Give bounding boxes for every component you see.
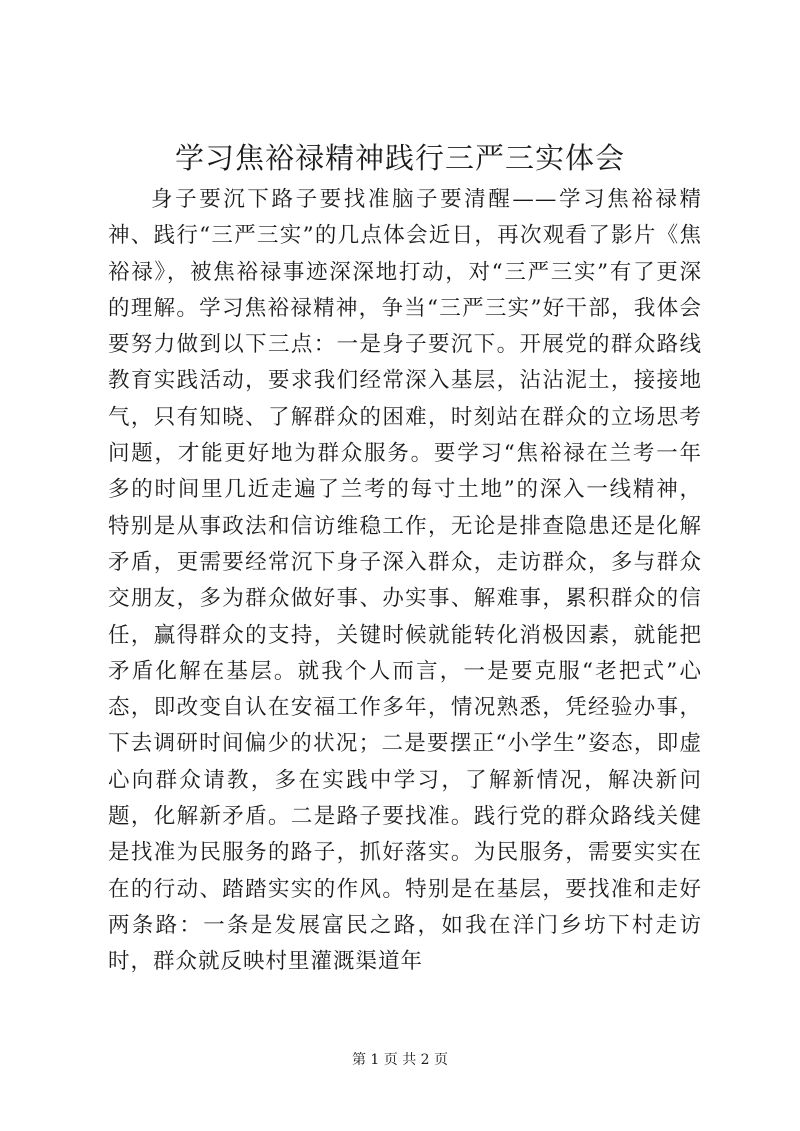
- document-body-paragraph: 身子要沉下路子要找准脑子要清醒——学习焦裕禄精神、践行“三严三实”的几点体会近日，再次观看了影片《焦裕禄》，被焦裕禄事迹深深地打动，对“三严三实”有了更深的理解。学习焦裕禄精神，争当“三严三实”好干部，我体会要努力做到以下三点：一是身子要沉下。开展党的群众路线教育实践活动，要求我们经常深入基层，沾沾泥土，接接地气，只有知晓、了解群众的困难，时刻站在群众的立场思考问题，才能更好地为群众服务。要学习“焦裕禄在兰考一年多的时间里几近走遍了兰考的每寸土地”的深入一线精神，特别是从事政法和信访维稳工作，无论是排查隐患还是化解矛盾，更需要经常沉下身子深入群众，走访群众，多与群众交朋友，多为群众做好事、办实事、解难事，累积群众的信任，赢得群众的支持，关键时候就能转化消极因素，就能把矛盾化解在基层。就我个人而言，一是要克服“老把式”心态，即改变自认在安福工作多年，情况熟悉，凭经验办事，下去调研时间偏少的状况；二是要摆正“小学生”姿态，即虚心向群众请教，多在实践中学习，了解新情况，解决新问题，化解新矛盾。二是路子要找准。践行党的群众路线关健是找准为民服务的路子，抓好落实。为民服务，需要实实在在的行动、踏踏实实的作风。特别是在基层，要找准和走好两条路：一条是发展富民之路，如我在洋门乡坊下村走访时，群众就反映村里灌溉渠道年: [108, 187, 702, 975]
- document-title: 学习焦裕禄精神践行三严三实体会: [174, 141, 625, 175]
- page-number-footer: 第 1 页 共 2 页: [351, 1052, 449, 1068]
